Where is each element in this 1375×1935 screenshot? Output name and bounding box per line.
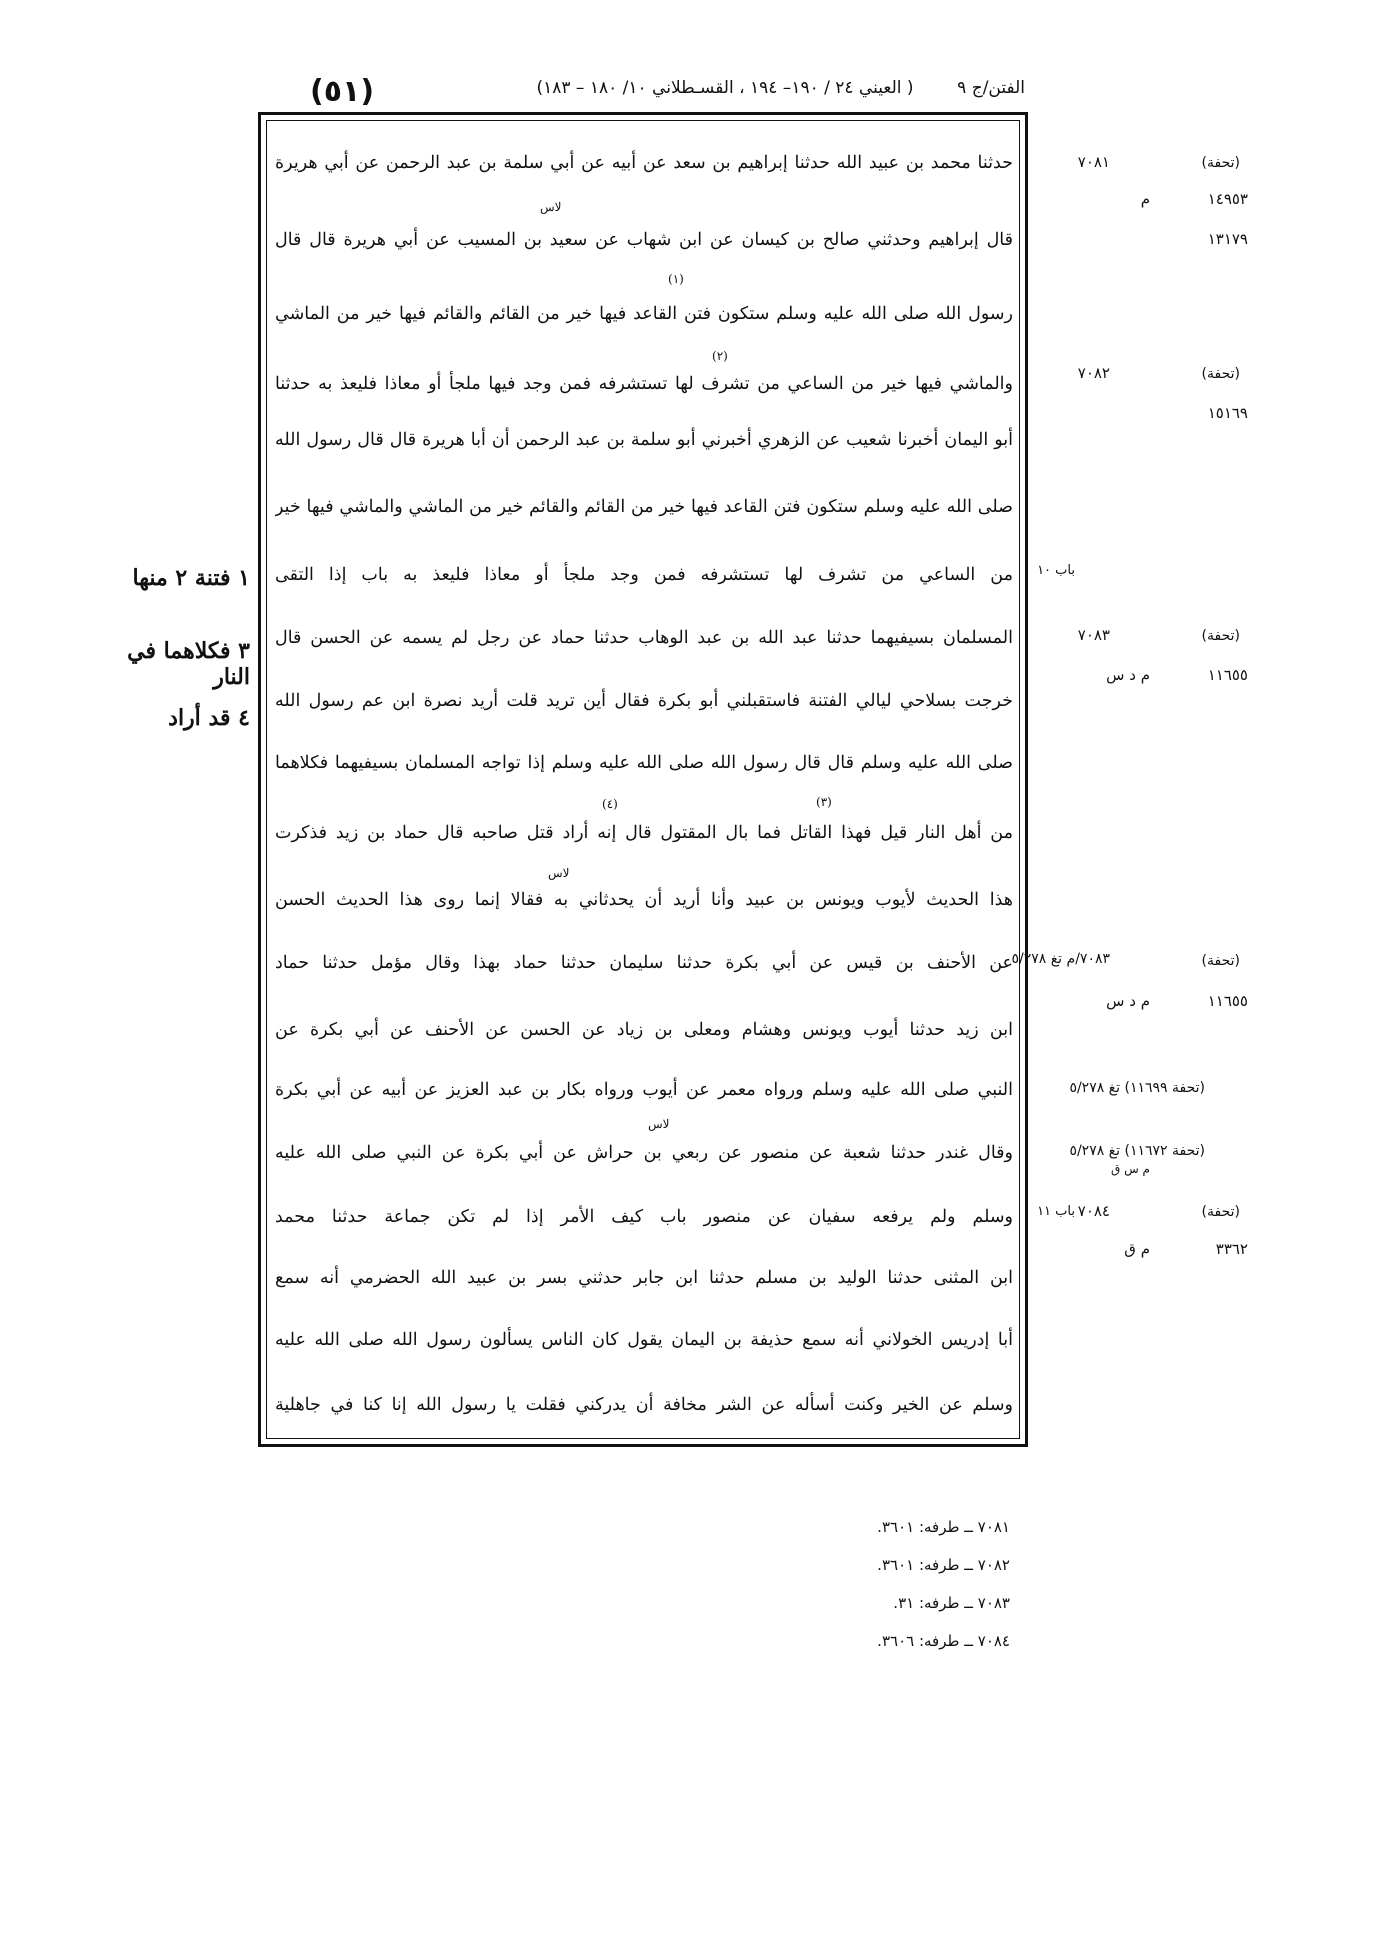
tuhfa-number: ٧٠٨٣ [1077,626,1110,644]
footnote: ٧٠٨١ ــ طرفه: ٣٦٠١. [877,1518,1010,1536]
variant-note: ١ فتنة ٢ منها [132,565,250,591]
text-line-2: قال إبراهيم وحدثني صالح بن كيسان عن ابن شهاب عن سعيد بن المسيب عن أبي هريرة قال قال [275,230,1013,250]
text-line-7: من الساعي من تشرف لها تستشرفه فمن وجد ملجأ أو معاذا فليعذ به باب إذا التقى [275,565,1013,585]
text-line-15: النبي صلى الله عليه وسلم ورواه معمر عن أيوب ورواه بكار بن عبد العزيز عن أبيه عن أبي بكرة [275,1080,1013,1100]
bab-label: باب ١٠ [1037,563,1075,578]
variant-note: ٣ فكلاهما في النار [127,638,250,690]
text-line-20: وسلم عن الخير وكنت أسأله عن الشر مخافة أن يدركني فقلت يا رسول الله إنا كنا في جاهلية [275,1395,1013,1415]
tuhfa-number: ٧٠٨١ [1077,153,1110,171]
line-note: لاس [648,1117,670,1131]
tuhfa-11672-sub: م س ق [1110,1162,1150,1176]
tuhfa-code-suffix: م د س [1106,666,1150,684]
tuhfa-label: (تحفة) [1201,953,1240,969]
text-line-6: صلى الله عليه وسلم ستكون فتن القاعد فيها خير من القائم والقائم خير من الماشي والماشي فيها خير [275,497,1013,517]
text-line-16: وقال غندر حدثنا شعبة عن منصور عن ربعي بن حراش عن أبي بكرة عن النبي صلى الله عليه [275,1143,1013,1163]
variant-note: ٤ قد أراد [168,705,250,731]
tuhfa-11699: (تحفة ١١٦٩٩) تغ ٥/٢٧٨ [1069,1080,1205,1096]
tuhfa-label: (تحفة) [1201,366,1240,382]
footnote: ٧٠٨٢ ــ طرفه: ٣٦٠١. [877,1556,1010,1574]
page-number: (٥١) [310,74,375,109]
footnote: ٧٠٨٣ ــ طرفه: ٣١. [893,1594,1010,1612]
text-line-3: رسول الله صلى الله عليه وسلم ستكون فتن القاعد فيها خير من القائم والقائم فيها خير من الماشي [275,304,1013,324]
line-note: (٢) [712,349,728,363]
text-line-12: هذا الحديث لأيوب ويونس بن عبيد وأنا أريد أن يحدثاني به فقالا إنما روى هذا الحديث الحسن [275,890,1013,910]
text-line-9: خرجت بسلاحي ليالي الفتنة فاستقبلني أبو بكرة فقال أين تريد قلت أريد نصرة ابن عم رسول الله [275,691,1013,711]
tuhfa-code-suffix: م د س [1106,992,1150,1010]
line-note: (٣) [816,795,832,809]
line-note: (١) [668,272,684,286]
line-note: لاس [548,866,570,880]
text-line-10: صلى الله عليه وسلم قال قال رسول الله صلى الله عليه وسلم إذا تواجه المسلمان بسيفيهما فكلاهما [275,753,1013,773]
header-title: الفتن/ج ٩ [957,78,1025,98]
text-line-18: ابن المثنى حدثنا الوليد بن مسلم حدثنا ابن جابر حدثني بسر بن عبيد الله الحضرمي أنه سمع [275,1268,1013,1288]
tuhfa-code: ١٤٩٥٣ [1207,190,1248,208]
tuhfa-code-suffix: م [1140,190,1150,208]
text-line-19: أبا إدريس الخولاني أنه سمع حذيفة بن اليمان يقول كان الناس يسألون رسول الله صلى الله عليه [275,1330,1013,1350]
header-reference: ( العيني ٢٤ / ١٩٠– ١٩٤ ، القسـطلاني ١٠/ ١٨٠ – ١٨٣) [536,78,914,98]
tuhfa-code: ٣٣٦٢ [1215,1240,1248,1258]
text-line-8: المسلمان بسيفيهما حدثنا عبد الله بن عبد الوهاب حدثنا حماد عن رجل لم يسمه عن الحسن قال [275,628,1013,648]
tuhfa-11672: (تحفة ١١٦٧٢) تغ ٥/٢٧٨ [1069,1143,1205,1159]
text-line-17: وسلم ولم يرفعه سفيان عن منصور باب كيف الأمر إذا لم تكن جماعة حدثنا محمد [275,1207,1013,1227]
tuhfa-code: ١٥١٦٩ [1207,404,1248,422]
tuhfa-label: (تحفة) [1201,628,1240,644]
tuhfa-number: ٧٠٨٣/م تغ ٥/٢٧٨ [1011,951,1110,967]
text-line-14: ابن زيد حدثنا أيوب ويونس وهشام ومعلى بن زياد عن الحسن عن الأحنف عن أبي بكرة عن [275,1020,1013,1040]
tuhfa-code-suffix: م ق [1124,1240,1150,1258]
tuhfa-number: ٧٠٨٤ [1077,1202,1110,1220]
text-line-11: من أهل النار قيل فهذا القاتل فما بال المقتول قال إنه أراد قتل صاحبه قال حماد بن زيد فذكرت [275,823,1013,843]
tuhfa-code: ١١٦٥٥ [1207,992,1248,1010]
tuhfa-number: ٧٠٨٢ [1077,364,1110,382]
text-line-4: والماشي فيها خير من الساعي من تشرف لها تستشرفه فمن وجد فيها ملجأ أو معاذا فليعذ به حدثنا [275,374,1013,394]
text-line-1: حدثنا محمد بن عبيد الله حدثنا إبراهيم بن سعد عن أبيه عن أبي سلمة بن عبد الرحمن عن أبي هريرة [275,153,1013,173]
bab-label: باب ١١ [1037,1204,1075,1219]
line-note: (٤) [602,797,618,811]
tuhfa-label: (تحفة) [1201,1204,1240,1220]
line-note: لاس [540,200,562,214]
text-line-13: عن الأحنف بن قيس عن أبي بكرة حدثنا سليمان حدثنا حماد بهذا وقال مؤمل حدثنا حماد [275,953,1013,973]
tuhfa-label: (تحفة) [1201,155,1240,171]
tuhfa-code: ١١٦٥٥ [1207,666,1248,684]
footnote: ٧٠٨٤ ــ طرفه: ٣٦٠٦. [877,1632,1010,1650]
tuhfa-code: ١٣١٧٩ [1207,230,1248,248]
text-line-5: أبو اليمان أخبرنا شعيب عن الزهري أخبرني أبو سلمة بن عبد الرحمن أن أبا هريرة قال قال رسول الله [275,430,1013,450]
